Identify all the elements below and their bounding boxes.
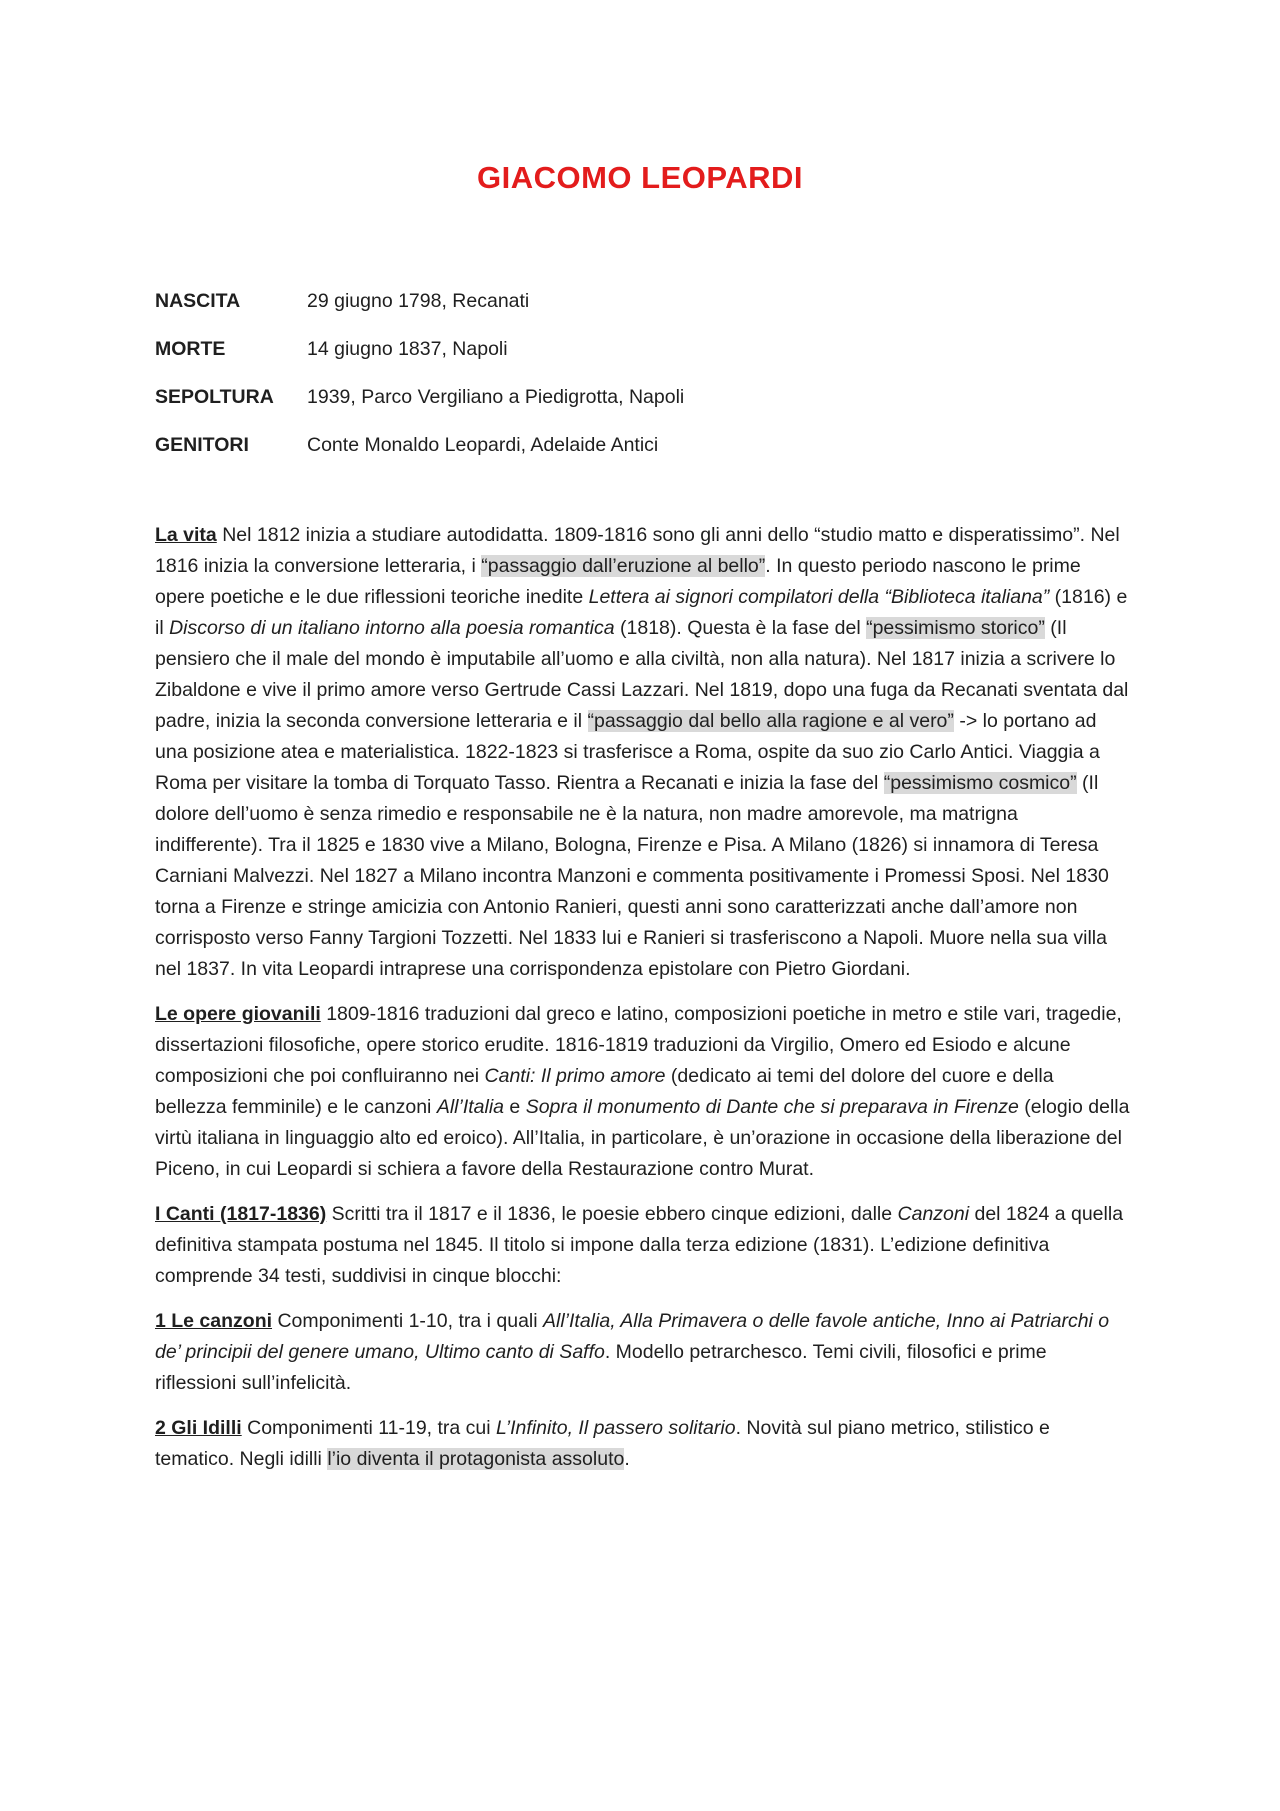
text-run: Scritti tra il 1817 e il 1836, le poesie ebbero cinque edizioni, dalle: [326, 1203, 898, 1225]
text-run: Nel 1812 inizia a studiare autodidatta. 1809-1816 sono gli anni dello “studio matto e disperatissimo”. Nel 1816 inizia la conversione letteraria, i: [155, 524, 1120, 577]
italic-title: Lettera ai signori compilatori della “Biblioteca italiana”: [588, 586, 1050, 608]
paragraph-opere-giovanili: [155, 999, 1130, 1185]
text-run: Componimenti 1-10, tra i quali: [272, 1310, 543, 1332]
page-title: GIACOMO LEOPARDI: [476, 160, 804, 195]
fact-row-nascita: [155, 277, 684, 325]
text-run: (Il pensiero che il male del mondo è imputabile all’uomo e alla civiltà, non alla natura). Nel 1817 inizia a scrivere lo Zibaldone e vive il primo amore verso Gertrude Cassi Lazzari. Nel 1819, dopo una fuga da Recanati sventata dal padre, inizia la seconda conversione letteraria e il: [155, 617, 1129, 732]
fact-label: GENITORI: [155, 433, 249, 456]
text-run: e: [504, 1096, 526, 1118]
highlighted-phrase: “pessimismo storico”: [866, 617, 1045, 639]
fact-label: NASCITA: [155, 289, 241, 312]
italic-title: All’Italia: [436, 1096, 505, 1118]
fact-value: 29 giugno 1798, Recanati: [307, 289, 530, 312]
fact-row-morte: [155, 325, 684, 373]
highlighted-phrase: “passaggio dall’eruzione al bello”: [481, 555, 766, 577]
italic-title: L’Infinito, Il passero solitario: [496, 1417, 736, 1439]
text-run: (Il dolore dell’uomo è senza rimedio e responsabile ne è la natura, non madre amorevole, ma matrigna indifferente). Tra il 1825 e 1830 vive a Milano, Bologna, Firenze e Pisa. A Milano (1826) si innamora di Teresa Carniani Malvezzi. Nel 1827 a Milano incontra Manzoni e commenta positivamente i Promessi Sposi. Nel 1830 torna a Firenze e stringe amicizia con Antonio Ranieri, questi anni sono caratterizzati anche dall’amore non corrisposto verso Fanny Targioni Tozzetti. Nel 1833 lui e Ranieri si trasferiscono a Napoli. Muore nella sua villa nel 1837. In vita Leopardi intraprese una corrispondenza epistolare con Pietro Giordani.: [155, 772, 1109, 980]
section-label: Le opere giovanili: [155, 1003, 321, 1025]
section-label: La vita: [155, 524, 217, 546]
fact-label: SEPOLTURA: [155, 385, 274, 408]
text-run: -> lo portano ad una posizione atea e materialistica. 1822-1823 si trasferisce a Roma, ospite da suo zio Carlo Antici. Viaggia a Roma per visitare la tomba di Torquato Tasso. Rientra a Recanati e inizia la fase del: [155, 710, 1100, 794]
text-run: 1809-1816 traduzioni dal greco e latino, composizioni poetiche in metro e stile vari, tragedie, dissertazioni filosofiche, opere storico erudite. 1816-1819 traduzioni da Virgilio, Omero ed Esiodo e alcune composizioni che poi confluiranno nei: [155, 1003, 1122, 1087]
italic-title: Sopra il monumento di Dante che si preparava in Firenze: [525, 1096, 1019, 1118]
highlighted-phrase: “passaggio dal bello alla ragione e al vero”: [587, 710, 954, 732]
fact-label: MORTE: [155, 337, 226, 360]
paragraph-vita: [155, 520, 1130, 985]
fact-row-sepoltura: [155, 373, 684, 421]
document-body: [155, 520, 1130, 1489]
paragraph-idilli: [155, 1413, 1130, 1475]
section-label: 2 Gli Idilli: [155, 1417, 242, 1439]
fact-row-genitori: [155, 421, 684, 469]
text-run: . In questo periodo nascono le prime opere poetiche e le due riflessioni teoriche inedite: [155, 555, 1081, 608]
section-label: 1 Le canzoni: [155, 1310, 273, 1332]
fact-value: 14 giugno 1837, Napoli: [307, 337, 508, 360]
text-run: . Modello petrarchesco. Temi civili, filosofici e prime riflessioni sull’infelicità.: [155, 1341, 1047, 1394]
text-run: .: [624, 1448, 630, 1470]
paragraph-canzoni: [155, 1306, 1130, 1399]
text-run: del 1824 a quella definitiva stampata postuma nel 1845. Il titolo si impone dalla terza edizione (1831). L’edizione definitiva comprende 34 testi, suddivisi in cinque blocchi:: [155, 1203, 1124, 1287]
section-label: I Canti (1817-1836): [155, 1203, 327, 1225]
fact-value: 1939, Parco Vergiliano a Piedigrotta, Napoli: [307, 385, 685, 408]
italic-title: Canti: Il primo amore: [484, 1065, 666, 1087]
highlighted-phrase: “pessimismo cosmico”: [883, 772, 1077, 794]
italic-title: Canzoni: [897, 1203, 970, 1225]
facts-table: [155, 277, 684, 469]
text-run: (dedicato ai temi del dolore del cuore e della bellezza femminile) e le canzoni: [155, 1065, 1054, 1118]
fact-value: Conte Monaldo Leopardi, Adelaide Antici: [307, 433, 659, 456]
text-run: Componimenti 11-19, tra cui: [241, 1417, 497, 1439]
highlighted-phrase: l’io diventa il protagonista assoluto: [327, 1448, 625, 1470]
paragraph-canti: [155, 1199, 1130, 1292]
text-run: (1818). Questa è la fase del: [614, 617, 867, 639]
italic-title: All’Italia, Alla Primavera o delle favole antiche, Inno ai Patriarchi o de’ principii del genere umano, Ultimo canto di Saffo: [155, 1310, 1110, 1363]
text-run: (1816) e il: [155, 586, 1128, 639]
italic-title: Discorso di un italiano intorno alla poesia romantica: [169, 617, 615, 639]
text-run: . Novità sul piano metrico, stilistico e tematico. Negli idilli: [155, 1417, 1050, 1470]
text-run: (elogio della virtù italiana in linguaggio alto ed eroico). All’Italia, in particolare, è un’orazione in occasione della liberazione del Piceno, in cui Leopardi si schiera a favore della Restaurazione contro Murat.: [155, 1096, 1130, 1180]
